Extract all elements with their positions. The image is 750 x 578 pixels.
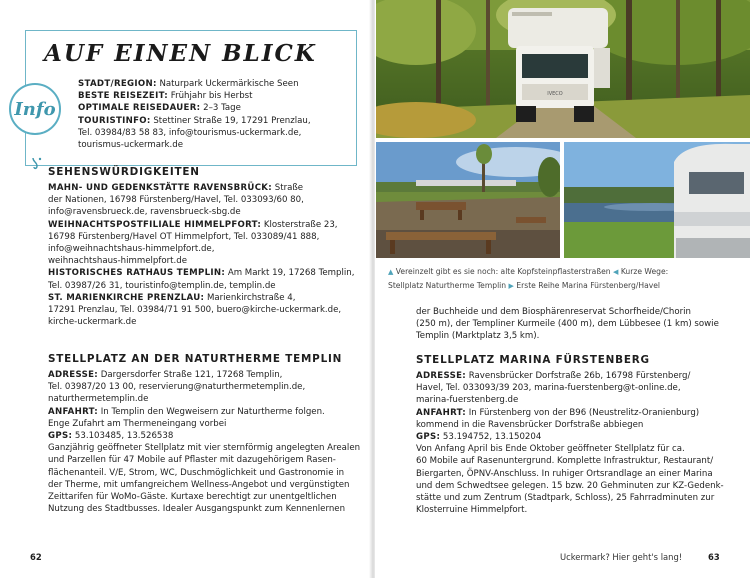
line-text: Frühjahr bis Herbst bbox=[168, 91, 253, 102]
text-line bbox=[416, 504, 746, 516]
line-text: Straße bbox=[272, 183, 304, 193]
line-text: Von Anfang April bis Ende Oktober geöffneter Stellplatz für ca. bbox=[416, 444, 685, 455]
line-text: Biergarten, ÖPNV-Anschluss. In ruhiger Ortsrandlage an einer Marina bbox=[416, 468, 713, 479]
line-text: (250 m), der Templiner Kurmeile (400 m), dem Lübbesee (1 km) sowie bbox=[416, 319, 719, 330]
text-line bbox=[48, 280, 368, 292]
line-label: TOURISTINFO: bbox=[78, 115, 151, 126]
text-line bbox=[416, 306, 746, 318]
line-label: OPTIMALE REISEDAUER: bbox=[78, 103, 201, 114]
left-page bbox=[0, 0, 372, 578]
line-label: ANFAHRT: bbox=[48, 406, 99, 417]
line-text: marina-fuerstenberg.de bbox=[416, 395, 519, 406]
text-line bbox=[416, 455, 746, 467]
text-line bbox=[416, 370, 746, 382]
text-line bbox=[416, 492, 746, 504]
caption-arrow-up-icon: ▲ bbox=[388, 268, 394, 276]
text-line bbox=[48, 418, 370, 430]
line-label: MAHN- UND GEDENKSTÄTTE RAVENSBRÜCK: bbox=[48, 183, 273, 193]
text-line bbox=[416, 480, 746, 492]
text-line bbox=[48, 393, 370, 405]
caption-part-4: Erste Reihe Marina Fürstenberg/Havel bbox=[513, 281, 660, 290]
line-text: 53.194752, 13.150204 bbox=[440, 432, 542, 443]
photo-camper-forest bbox=[376, 0, 750, 138]
line-text: 53.103485, 13.526538 bbox=[72, 431, 174, 442]
text-line bbox=[416, 468, 746, 480]
info-badge-label: Info bbox=[14, 98, 56, 120]
line-label: WEIHNACHTSPOSTFILIALE HIMMELPFORT: bbox=[48, 219, 262, 230]
text-line bbox=[48, 206, 368, 218]
line-label: ANFAHRT: bbox=[416, 407, 467, 418]
line-text: Naturpark Uckermärkische Seen bbox=[156, 79, 299, 89]
caption-part-1: Vereinzelt gibt es sie noch: alte Kopfsteinpflasterstraßen bbox=[393, 267, 614, 276]
line-text: Klosterruine Himmelpfort. bbox=[416, 505, 528, 516]
text-line bbox=[48, 442, 370, 454]
text-line bbox=[78, 139, 348, 151]
line-text: Tel. 03984/83 58 83, info@tourismus-uckermark.de, bbox=[78, 127, 302, 138]
text-line bbox=[48, 316, 368, 328]
line-label: BESTE REISEZEIT: bbox=[78, 91, 169, 102]
line-text: Klosterstraße 23, bbox=[261, 219, 338, 230]
text-line bbox=[48, 304, 368, 316]
text-line bbox=[78, 127, 348, 139]
line-text: Stettiner Straße 19, 17291 Prenzlau, bbox=[150, 115, 311, 126]
text-line bbox=[48, 430, 370, 442]
info-lines bbox=[78, 78, 348, 151]
line-text: In Fürstenberg von der B96 (Neustrelitz-Oranienburg) bbox=[466, 407, 700, 418]
line-label: STADT/REGION: bbox=[78, 79, 157, 89]
text-line bbox=[48, 219, 368, 231]
sights-pin-icon bbox=[30, 156, 44, 172]
line-text: Marienkirchstraße 4, bbox=[204, 292, 296, 303]
line-text: Dargersdorfer Straße 121, 17268 Templin, bbox=[97, 370, 283, 380]
text-line bbox=[48, 491, 370, 503]
text-line bbox=[48, 503, 370, 515]
text-line bbox=[48, 194, 368, 206]
text-line bbox=[48, 369, 370, 381]
text-line bbox=[48, 292, 368, 304]
line-label: ST. MARIENKIRCHE PRENZLAU: bbox=[48, 292, 205, 303]
line-label: HISTORISCHES RATHAUS TEMPLIN: bbox=[48, 268, 226, 279]
text-line bbox=[416, 382, 746, 394]
line-text: naturthermetemplin.de bbox=[48, 394, 149, 405]
caption-arrow-left-icon: ◀ bbox=[613, 268, 619, 276]
templin-body bbox=[48, 369, 370, 515]
photo-marina bbox=[564, 142, 750, 258]
text-line bbox=[48, 231, 368, 243]
line-text: weihnachtshaus-himmelpfort.de bbox=[48, 256, 187, 267]
line-text: kirche-uckermark.de bbox=[48, 317, 137, 328]
line-text: Nutzung des Stadtbusses. Idealer Ausgangspunkt zum Kennenlernen bbox=[48, 504, 346, 515]
text-line bbox=[416, 394, 746, 406]
text-line bbox=[48, 243, 368, 255]
line-text: 2–3 Tage bbox=[200, 103, 241, 114]
text-line bbox=[416, 419, 746, 431]
line-text: und dem Schwedtsee gelegen. 15 bzw. 20 Gehminuten zur KZ-Gedenk- bbox=[416, 480, 724, 491]
line-text: Havel, Tel. 033093/39 203, marina-fuerstenberg@t-online.de, bbox=[416, 383, 681, 394]
line-text: Tel. 03987/26 31, touristinfo@templin.de, templin.de bbox=[48, 280, 276, 291]
text-line bbox=[48, 182, 368, 194]
marina-illustration bbox=[564, 142, 750, 258]
line-text: In Templin den Wegweisern zur Naturtherme folgen. bbox=[98, 406, 325, 417]
line-text: 60 Mobile auf Rasenuntergrund. Komplette Infrastruktur, Restaurant/ bbox=[416, 456, 714, 467]
line-text: 17291 Prenzlau, Tel. 03984/71 91 500, buero@kirche-uckermark.de, bbox=[48, 305, 342, 316]
marina-body bbox=[416, 370, 746, 516]
text-line bbox=[48, 454, 370, 466]
picnic-area-illustration bbox=[376, 142, 560, 258]
marina-heading: STELLPLATZ MARINA FÜRSTENBERG bbox=[416, 354, 650, 366]
line-text: Ganzjährig geöffneter Stellplatz mit vier sternförmig angelegten Arealen bbox=[48, 443, 361, 454]
caption-part-3: Stellplatz Naturtherme Templin bbox=[388, 281, 509, 290]
line-text: und Parzellen für 47 Mobile auf Pflaster mit dazugehörigem Rasen- bbox=[48, 455, 336, 466]
text-line bbox=[48, 406, 370, 418]
line-text: 16798 Fürstenberg/Havel OT Himmelpfort, Tel. 033089/41 888, bbox=[48, 231, 320, 242]
line-label: ADRESSE: bbox=[48, 370, 98, 380]
sights-list bbox=[48, 182, 368, 328]
footer-text: Uckermark? Hier geht's lang! bbox=[560, 552, 683, 562]
page-number-left: 62 bbox=[30, 552, 42, 562]
text-line bbox=[416, 330, 746, 342]
van-brand-label: IVECO bbox=[547, 91, 563, 97]
line-text: kommend in die Ravensbrücker Dorfstraße abbiegen bbox=[416, 419, 644, 430]
photo-picnic-area bbox=[376, 142, 560, 258]
line-text: Zeittarifen für WoMo-Gäste. Kurtaxe berechtigt zur unentgeltlichen bbox=[48, 492, 337, 503]
line-text: Enge Zufahrt am Thermeneingang vorbei bbox=[48, 418, 227, 429]
text-line bbox=[48, 267, 368, 279]
info-badge-icon bbox=[9, 83, 61, 135]
line-text: der Buchheide und dem Biosphärenreservat Schorfheide/Chorin bbox=[416, 307, 691, 317]
line-text: Ravensbrücker Dorfstraße 26b, 16798 Fürstenberg/ bbox=[465, 371, 691, 381]
line-text: der Nationen, 16798 Fürstenberg/Havel, Tel. 033093/60 80, bbox=[48, 195, 304, 206]
text-line bbox=[78, 102, 348, 114]
text-line bbox=[48, 255, 368, 267]
line-text: der Therme, mit umfangreichem Wellness-Angebot und vergünstigten bbox=[48, 479, 350, 490]
caption-arrow-right-icon: ▶ bbox=[508, 282, 514, 290]
camper-forest-illustration bbox=[376, 0, 750, 138]
text-line bbox=[48, 381, 370, 393]
line-label: ADRESSE: bbox=[416, 371, 466, 381]
line-text: info@weihnachtshaus-himmelpfort.de, bbox=[48, 244, 215, 255]
text-line bbox=[48, 467, 370, 479]
line-text: stätte und zum Zentrum (Stadtpark, Schloss), 25 Fahrradminuten zur bbox=[416, 493, 715, 504]
text-line bbox=[48, 479, 370, 491]
line-text: flächenanteil. V/E, Strom, WC, Duschmöglichkeit und Gastronomie in bbox=[48, 467, 345, 478]
photo-caption bbox=[388, 265, 738, 293]
info-title: AUF EINEN BLICK bbox=[44, 40, 317, 67]
line-label: GPS: bbox=[48, 431, 73, 442]
text-line bbox=[416, 407, 746, 419]
sights-heading: SEHENSWÜRDIGKEITEN bbox=[48, 166, 200, 178]
text-line bbox=[416, 443, 746, 455]
caption-part-2: Kurze Wege: bbox=[618, 267, 669, 276]
text-line bbox=[416, 318, 746, 330]
templin-heading: STELLPLATZ AN DER NATURTHERME TEMPLIN bbox=[48, 353, 343, 365]
line-label: GPS: bbox=[416, 432, 441, 443]
line-text: tourismus-uckermark.de bbox=[78, 140, 184, 151]
line-text: Templin (Marktplatz 3,5 km). bbox=[416, 331, 540, 342]
text-line bbox=[78, 115, 348, 127]
page-number-right: 63 bbox=[708, 552, 720, 562]
line-text: Am Markt 19, 17268 Templin, bbox=[225, 268, 355, 279]
line-text: Tel. 03987/20 13 00, reservierung@naturthermetemplin.de, bbox=[48, 382, 306, 393]
line-text: info@ravensbrueck.de, ravensbrueck-sbg.de bbox=[48, 207, 241, 218]
text-line bbox=[416, 431, 746, 443]
text-line bbox=[78, 78, 348, 90]
text-line bbox=[78, 90, 348, 102]
continued-text bbox=[416, 306, 746, 343]
